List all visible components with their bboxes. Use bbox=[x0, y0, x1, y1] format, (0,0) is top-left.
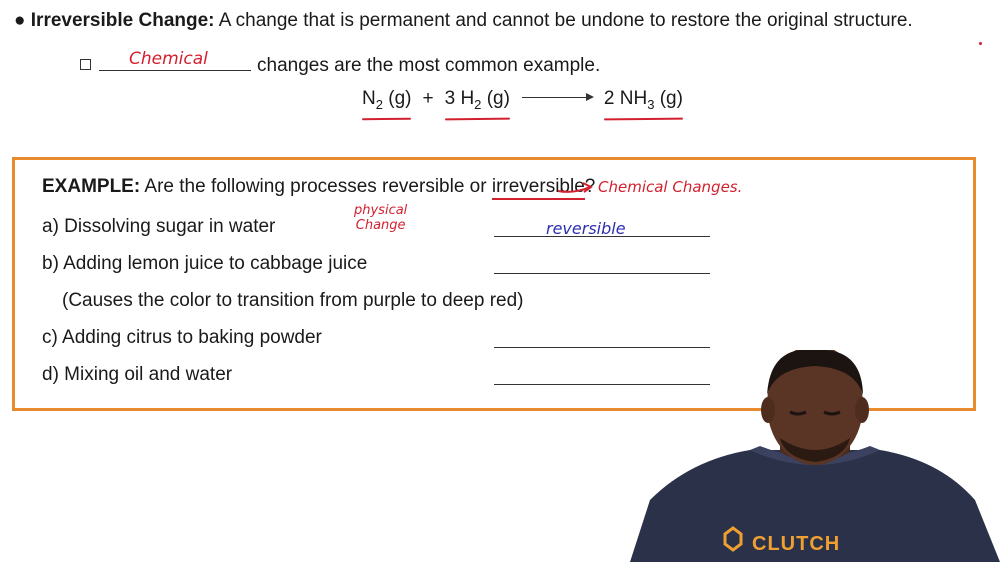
handwritten-physical-change: physical Change bbox=[354, 203, 408, 233]
reactant-h2: 3 $H_2$ (g) bbox=[445, 88, 510, 112]
ink-dot bbox=[979, 42, 982, 45]
fill-blank bbox=[99, 50, 251, 71]
answer-line-b bbox=[494, 273, 710, 274]
underline-mark bbox=[445, 117, 510, 120]
item-b: b) Adding lemon juice to cabbage juice bbox=[42, 253, 368, 274]
reactant-n2: $N_2$ (g) bbox=[362, 88, 411, 112]
definition-text: A change that is permanent and cannot be undone to restore the original structure. bbox=[218, 10, 913, 31]
plus-sign: + bbox=[422, 88, 434, 109]
annotation-arrow-icon bbox=[556, 174, 596, 196]
answer-a: reversible bbox=[546, 219, 626, 238]
presenter-figure bbox=[630, 350, 1000, 562]
item-d: d) Mixing oil and water bbox=[42, 364, 233, 385]
answer-line-c bbox=[494, 347, 710, 348]
handwritten-chemical-changes: Chemical Changes. bbox=[598, 178, 743, 196]
subpoint-line bbox=[80, 50, 600, 77]
chemical-equation bbox=[362, 88, 683, 112]
definition-term: Irreversible Change: bbox=[30, 10, 215, 31]
underline-mark bbox=[362, 118, 412, 121]
question-irreversible: irreversible bbox=[491, 176, 585, 197]
subpoint-text: changes are the most common example. bbox=[257, 55, 601, 76]
item-b-note: (Causes the color to transition from purple to deep red) bbox=[62, 290, 524, 311]
item-c: c) Adding citrus to baking powder bbox=[42, 327, 322, 348]
example-question bbox=[42, 176, 595, 198]
question-start: Are the following processes reversible or bbox=[144, 176, 492, 197]
definition-line bbox=[14, 10, 913, 32]
item-a: a) Dissolving sugar in water bbox=[42, 216, 276, 237]
product-nh3: 2 $NH_3$ (g) bbox=[604, 88, 683, 112]
underline-mark bbox=[604, 117, 683, 120]
shirt-logo-text: CLUTCH bbox=[752, 533, 841, 555]
checkbox-icon bbox=[80, 59, 91, 70]
reaction-arrow-icon bbox=[522, 97, 592, 98]
bullet-symbol: ● bbox=[14, 10, 26, 31]
example-label: EXAMPLE: bbox=[42, 176, 141, 197]
question-end: ? bbox=[584, 176, 596, 197]
handwritten-chemical: Chemical bbox=[129, 49, 208, 69]
